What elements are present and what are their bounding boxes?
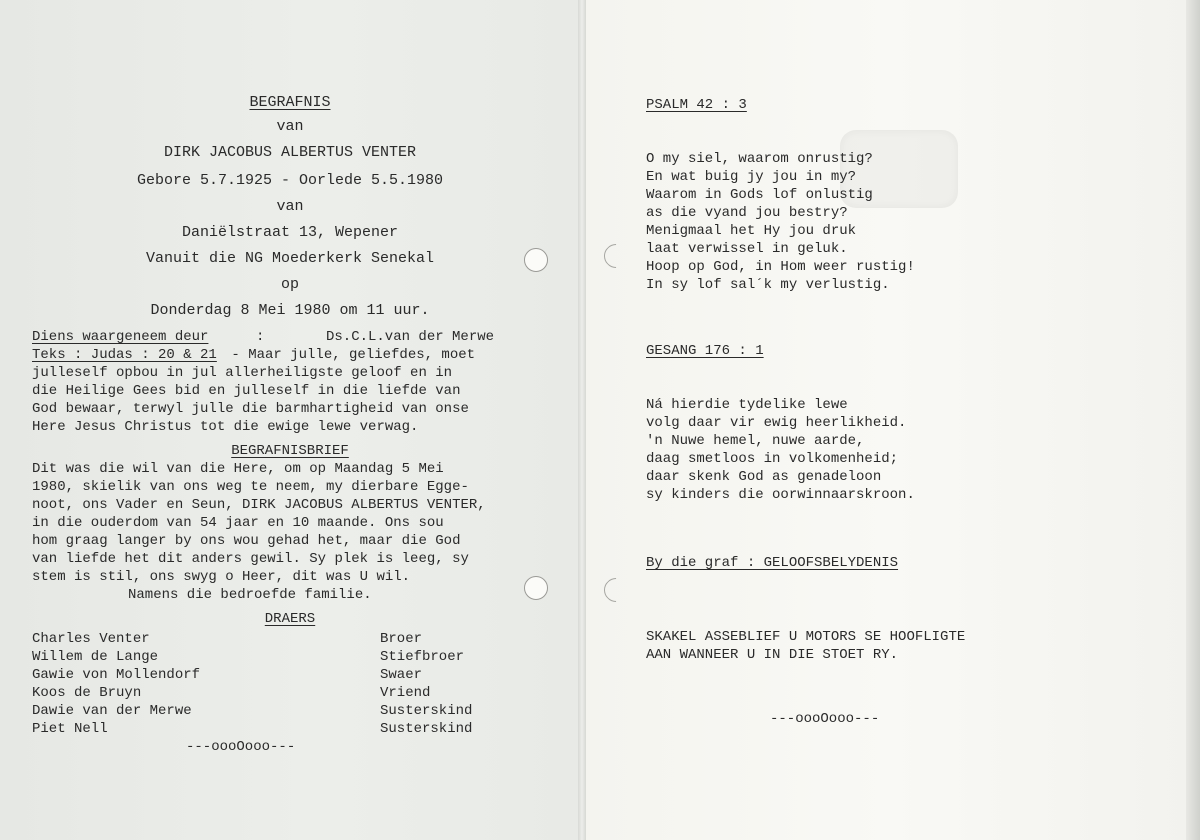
psalm-line: En wat buig jy jou in my? [646, 169, 857, 185]
service-colon: : [256, 329, 265, 345]
service-label: Diens waargeneem deur [32, 329, 209, 345]
bearer-name: Willem de Lange [32, 649, 159, 665]
minister-name: Ds.C.L.van der Merwe [326, 329, 495, 345]
punch-hole-icon [524, 576, 548, 600]
bearer-relation: Vriend [380, 685, 431, 701]
letter-line: noot, ons Vader en Seun, DIRK JACOBUS ALBERTUS VENTER, [32, 497, 486, 513]
scripture-line: die Heilige Gees bid en julleself in die liefde van [32, 383, 461, 399]
left-end-mark: ---oooOooo--- [186, 739, 296, 755]
gesang-title: GESANG 176 : 1 [646, 343, 764, 359]
paper-edge-shadow [1186, 0, 1200, 840]
gesang-line: volg daar vir ewig heerlikheid. [646, 415, 907, 431]
gesang-line: daag smetloos in volkomenheid; [646, 451, 899, 467]
right-end-mark: ---oooOooo--- [770, 711, 880, 727]
scripture-line: God bewaar, terwyl julle die barmhartigheid van onse [32, 401, 469, 417]
bearer-name: Charles Venter [32, 631, 150, 647]
grave-title: By die graf : GELOOFSBELYDENIS [646, 555, 899, 571]
family-signature: Namens die bedroefde familie. [128, 587, 372, 603]
bearer-name: Koos de Bruyn [32, 685, 142, 701]
scripture-line: Here Jesus Christus tot die ewige lewe verwag. [32, 419, 419, 435]
funeral-title: BEGRAFNIS [249, 94, 331, 111]
service-datetime: Donderdag 8 Mei 1980 om 11 uur. [150, 302, 430, 319]
bearer-relation: Susterskind [380, 703, 473, 719]
op-line: op [280, 276, 299, 293]
page-fold [578, 0, 586, 840]
bearer-name: Piet Nell [32, 721, 108, 737]
psalm-title: PSALM 42 : 3 [646, 97, 747, 113]
notice-line: SKAKEL ASSEBLIEF U MOTORS SE HOOFLIGTE [646, 629, 966, 645]
gesang-line: sy kinders die oorwinnaarskroon. [646, 487, 915, 503]
deceased-name: DIRK JACOBUS ALBERTUS VENTER [163, 144, 417, 161]
address: Daniëlstraat 13, Wepener [181, 224, 399, 241]
psalm-line: as die vyand jou bestry? [646, 205, 848, 221]
gesang-line: daar skenk God as genadeloon [646, 469, 882, 485]
letter-line: Dit was die wil van die Here, om op Maandag 5 Mei [32, 461, 444, 477]
van-line-1: van [276, 118, 304, 135]
letter-line: hom graag langer by ons wou gehad het, maar die God [32, 533, 461, 549]
letter-line: van liefde het dit anders gewil. Sy plek is leeg, sy [32, 551, 469, 567]
psalm-line: O my siel, waarom onrustig? [646, 151, 873, 167]
letter-title: BEGRAFNISBRIEF [231, 443, 349, 459]
gesang-line: Ná hierdie tydelike lewe [646, 397, 848, 413]
bearer-name: Gawie von Mollendorf [32, 667, 201, 683]
scripture-line: julleself opbou in jul allerheiligste geloof en in [32, 365, 453, 381]
psalm-line: Menigmaal het Hy jou druk [646, 223, 857, 239]
scripture-line: - Maar julle, geliefdes, moet [223, 347, 476, 363]
church: Vanuit die NG Moederkerk Senekal [145, 250, 435, 267]
bearers-title: DRAERS [264, 611, 316, 627]
life-dates: Gebore 5.7.1925 - Oorlede 5.5.1980 [136, 172, 444, 189]
scripture-label: Teks : Judas : 20 & 21 [32, 347, 217, 363]
bearer-relation: Susterskind [380, 721, 473, 737]
gesang-line: 'n Nuwe hemel, nuwe aarde, [646, 433, 865, 449]
letter-line: 1980, skielik van ons weg te neem, my dierbare Egge- [32, 479, 469, 495]
letter-line: in die ouderdom van 54 jaar en 10 maande. Ons sou [32, 515, 444, 531]
psalm-line: Waarom in Gods lof onlustig [646, 187, 873, 203]
letter-line: stem is stil, ons swyg o Heer, dit was U wil. [32, 569, 411, 585]
bearer-relation: Swaer [380, 667, 423, 683]
van-line-2: van [276, 198, 304, 215]
bearer-relation: Stiefbroer [380, 649, 465, 665]
psalm-line: In sy lof sal´k my verlustig. [646, 277, 890, 293]
psalm-line: laat verwissel in geluk. [646, 241, 848, 257]
bearer-name: Dawie van der Merwe [32, 703, 192, 719]
psalm-line: Hoop op God, in Hom weer rustig! [646, 259, 915, 275]
bearer-relation: Broer [380, 631, 423, 647]
notice-line: AAN WANNEER U IN DIE STOET RY. [646, 647, 899, 663]
